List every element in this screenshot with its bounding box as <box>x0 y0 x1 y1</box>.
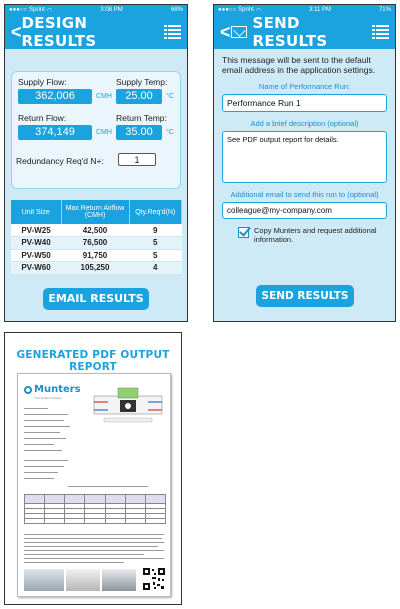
logo-text: Munters <box>34 384 81 395</box>
copy-munters-label: Copy Munters and request additional information. <box>254 226 377 244</box>
return-flow-label: Return Flow: <box>18 113 67 123</box>
cell-qty: 9 <box>129 224 182 237</box>
status-time: 3:08 PM <box>100 7 123 13</box>
table-header-row <box>11 200 182 224</box>
title-bar <box>214 15 395 49</box>
status-time: 3:11 PM <box>309 7 331 13</box>
send-results-button[interactable]: SEND RESULTS <box>256 285 354 307</box>
wifi-icon: ◠ <box>46 7 53 14</box>
return-flow-value: 374,149 <box>18 125 92 140</box>
qr-code-icon <box>142 567 166 591</box>
battery-label: 71% <box>378 7 391 13</box>
send-results-screen <box>213 4 396 322</box>
info-message: This message will be sent to the default email address in the application settings. <box>222 55 376 75</box>
logo-tagline: Your Perfect Climate <box>34 396 62 400</box>
send-form <box>214 49 395 250</box>
page-title: DESIGN RESULTS <box>21 14 97 50</box>
table-row <box>11 262 182 275</box>
col-max-return-airflow: Max Return Airflow (CMH) <box>61 200 129 224</box>
supply-temp-label: Supply Temp: <box>116 77 168 87</box>
page-title-text: SEND RESULTS <box>252 14 328 50</box>
cell-airflow: 91,750 <box>61 249 129 262</box>
cell-qty: 5 <box>129 249 182 262</box>
cell-qty: 4 <box>129 262 182 275</box>
additional-email-label: Additional email to send this run to (optional) <box>230 190 379 199</box>
run-name-input[interactable]: Performance Run 1 <box>222 94 387 112</box>
signal-icon: ●●●○○ <box>218 7 237 13</box>
return-temp-value: 35.00 <box>116 125 162 140</box>
data-center-photo <box>24 569 64 591</box>
logo-mark-icon <box>24 386 32 394</box>
wifi-icon: ◠ <box>255 7 262 14</box>
signal-icon: ●●●○○ <box>9 7 28 13</box>
col-qty-required: Qty.Req'd(N) <box>129 200 182 224</box>
installation-photo <box>102 569 136 591</box>
pdf-page-thumbnail <box>17 373 171 597</box>
title-bar <box>5 15 187 49</box>
unit-schematic <box>90 382 166 426</box>
return-temp-label: Return Temp: <box>116 113 167 123</box>
report-title: GENERATED PDF OUTPUT REPORT <box>16 349 170 373</box>
carrier-label: Sprint <box>29 7 45 13</box>
supply-temp-value: 25.00 <box>116 89 162 104</box>
supply-flow-label: Supply Flow: <box>18 77 67 87</box>
menu-icon[interactable] <box>164 25 181 39</box>
design-results-screen <box>4 4 188 322</box>
run-name-label: Name of Performance Run: <box>258 82 351 91</box>
return-temp-unit: °C <box>166 129 174 136</box>
cell-qty: 5 <box>129 237 182 250</box>
copy-munters-checkbox[interactable] <box>238 227 249 238</box>
table-row <box>11 249 182 262</box>
email-results-button[interactable]: EMAIL RESULTS <box>43 288 149 310</box>
unit-photo <box>66 569 100 591</box>
cell-airflow: 105,250 <box>61 262 129 275</box>
supply-temp-unit: °C <box>166 93 174 100</box>
flow-summary-panel <box>11 71 181 189</box>
table-row <box>11 237 182 250</box>
cell-unit-size: PV-W60 <box>11 262 61 275</box>
table-row <box>11 224 182 237</box>
carrier-label: Sprint <box>238 7 254 13</box>
description-textarea[interactable]: See PDF output report for details. <box>222 131 387 183</box>
battery-label: 68% <box>170 7 183 13</box>
munters-logo <box>24 384 81 395</box>
cell-unit-size: PV-W40 <box>11 237 61 250</box>
envelope-icon <box>231 26 248 38</box>
back-icon[interactable]: < <box>220 22 231 42</box>
cell-unit-size: PV-W25 <box>11 224 61 237</box>
additional-email-input[interactable]: colleague@my-company.com <box>222 202 387 219</box>
description-label: Add a brief description (optional) <box>250 119 359 128</box>
back-icon[interactable]: < <box>11 22 22 42</box>
cell-airflow: 42,500 <box>61 224 129 237</box>
results-table <box>11 200 182 275</box>
cell-unit-size: PV-W50 <box>11 249 61 262</box>
pdf-report-preview <box>4 332 182 605</box>
redundancy-input[interactable]: 1 <box>118 153 156 166</box>
cell-airflow: 76,500 <box>61 237 129 250</box>
copy-munters-option[interactable] <box>222 226 387 244</box>
redundancy-label: Redundancy Req'd N+: <box>16 156 104 166</box>
col-unit-size: Unit Size <box>11 200 61 224</box>
page-title <box>231 14 373 50</box>
supply-flow-value: 362,006 <box>18 89 92 104</box>
menu-icon[interactable] <box>372 25 389 39</box>
supply-flow-unit: CMH <box>96 93 112 100</box>
return-flow-unit: CMH <box>96 129 112 136</box>
pdf-results-table <box>24 494 166 524</box>
